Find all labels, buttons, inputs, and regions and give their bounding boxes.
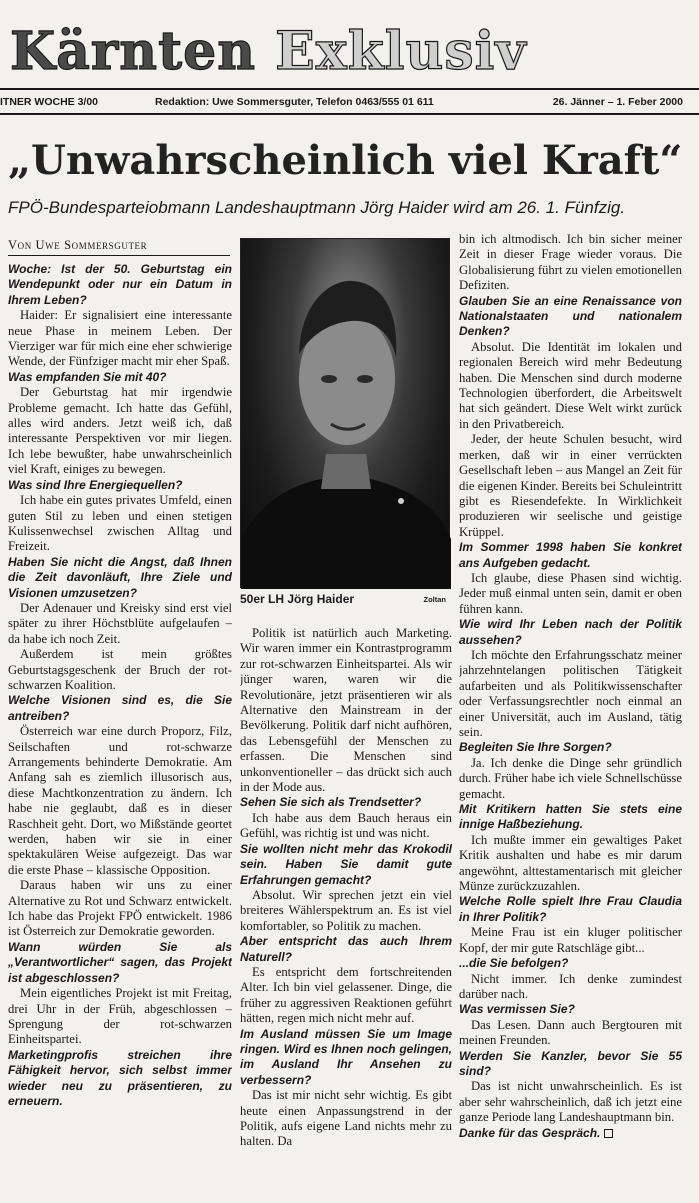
interview-answer: Absolut. Die Identität im lokalen und regionalen Bereich wird mehr Bedeutung haben. Die Menschen sind durch moderne Technologien überfordert, die Arbeitswelt hat sich geändert. Diese Welt wirkt zurück in den Privatbereich. [459,339,682,431]
interview-question: Wann würden Sie als „Verantwortlicher“ sagen, das Projekt ist abgeschlossen? [8,939,232,985]
article-column-2 [240,626,452,1198]
interview-answer: Meine Frau ist ein kluger politischer Kopf, der mir gute Ratschläge gibt... [459,925,682,955]
interview-question: Welche Rolle spielt Ihre Frau Claudia in Ihrer Politik? [459,894,682,924]
interview-question: Sie wollten nicht mehr das Krokodil sein. Haben Sie damit gute Erfahrungen gemacht? [240,841,452,887]
interview-question: Aber entspricht das auch Ihrem Naturell? [240,934,452,964]
interview-answer: Ich mußte immer ein gewaltiges Paket Kritik aushalten und habe es mir darum angewöhnt, alttestamentarisch mit gleicher Münze zurückzuzahlen. [459,832,682,894]
interview-question: Welche Visionen sind es, die Sie antreiben? [8,693,232,723]
headline: „Unwahrscheinlich viel Kraft“ [8,137,683,184]
masthead-rule [0,88,699,90]
editorial-contact: Redaktion: Uwe Sommersguter, Telefon 0463/555 01 611 [155,96,434,108]
masthead-word-2: Exklusiv [275,22,527,82]
interview-answer: Der Adenauer und Kreisky sind erst viel später zu ihrer Höchstblüte aufgelaufen – da habe ich noch Zeit. [8,600,232,646]
interview-question: Im Sommer 1998 haben Sie konkret ans Aufgeben gedacht. [459,540,682,570]
portrait-illustration [241,239,451,589]
photo-credit: Zoltan [423,595,446,604]
interview-answer: Ich glaube, diese Phasen sind wichtig. Jeder muß einmal unten sein, damit er oben führen kann. [459,570,682,616]
interview-answer: Es entspricht dem fortschreitenden Alter. Ich bin viel gelassener. Dinge, die früher zu aggressiven Reaktionen geführt hätten, regen mich nicht mehr auf. [240,964,452,1026]
interview-question: Was empfanden Sie mit 40? [8,369,167,384]
interview-question: Woche: Ist der 50. Geburtstag ein Wendepunkt oder nur ein Datum in Ihrem Leben? [8,262,232,307]
interview-answer: Nicht immer. Ich denke zumindest darüber nach. [459,971,682,1001]
interview-answer: Ich möchte den Erfahrungsschatz meiner jahrzehntelangen politischen Tätigkeit aufarbeiten und als Politikwissenschafter oder Verfassungsrechtler noch einmal an einer Universität, auch im Ausland, tätig sein. [459,647,682,739]
interview-answer: Jeder, der heute Schulen besucht, wird merken, daß wir in einer verrückten Gesellschaft leben – aus Mangel an Zeit für die eigenen Kinder. Bereits bei Schuleintritt gibt es Riesendefekte. In Wirklichkeit produzieren wir seelische und geistige Krüppel. [459,432,682,539]
info-bar-rule [0,113,699,115]
interview-answer: Das ist nicht unwahrscheinlich. Es ist aber sehr wahrscheinlich, daß ich jetzt eine ganze Periode lang Landeshauptmann bin. [459,1079,682,1125]
masthead-word-1: Kärnten [10,22,257,82]
issue-date: 26. Jänner – 1. Feber 2000 [552,96,683,108]
interview-answer: Ich habe aus dem Bauch heraus ein Gefühl, was richtig ist und was nicht. [240,810,452,841]
issue-label: ITNER WOCHE 3/00 [0,96,99,108]
article-column-1 [8,262,232,1198]
masthead [10,22,600,82]
interview-question: Sehen Sie sich als Trendsetter? [240,795,422,810]
interview-answer: Mein eigentliches Projekt ist mit Freitag, drei Uhr in der Früh, abgeschlossen – Sprengung der rot-schwarzen Einheitspartei. [8,986,232,1047]
interview-question: Mit Kritikern hatten Sie stets eine innige Haßbeziehung. [459,802,682,832]
info-bar [0,93,699,111]
interview-question: Was vermissen Sie? [459,1002,575,1017]
photo-caption [240,590,450,608]
subheadline: FPÖ-Bundesparteiobmann Landeshauptmann Jörg Haider wird am 26. 1. Fünfzig. [8,198,626,217]
interview-question: Wie wird Ihr Leben nach der Politik aussehen? [459,617,682,647]
interview-answer: Österreich war eine durch Proporz, Filz, Seilschaften und rot-schwarze Arrangements behinderte Demokratie. Am Anfang sah es ziemlich illusorisch aus, diese Machtkonzentration zu ändern. Ich habe nie geglaubt, daß es in dieser Raschheit geht. Dort, wo Mißstände geortet werden, haben wir sie in einer spektakulären Weise aufgezeigt. Das war die erste Phase – klassische Opposition. [8,724,232,877]
interview-answer: bin ich altmodisch. Ich bin sicher meiner Zeit in dieser Frage wieder voraus. Die Globalisierung führt zu vielen emotionellen Defiziten. [459,232,682,293]
interview-answer: Daraus haben wir uns zu einer Alternative zu Rot und Schwarz entwickelt. Ich habe das Projekt FPÖ entwickelt. 1986 ist Österreich zur Demokratie geworden. [8,878,232,939]
interview-question: Marketingprofis streichen ihre Fähigkeit hervor, sich selbst immer wieder neu zu präsentieren, zu erneuern. [8,1047,232,1108]
caption-text: 50er LH Jörg Haider [240,592,355,606]
interview-answer: Der Geburtstag hat mir irgendwie Probleme gemacht. Ich hatte das Gefühl, alles wird anders. Jetzt weiß ich, daß interessante Perspektiven vor mir liegen. Ich lebe bewußter, habe unwahrscheinlich viel Kraft, einiges zu bewegen. [8,385,232,477]
interview-answer: Das ist mir nicht sehr wichtig. Es gibt heute einen Anpassungstrend in der Politik, aufs eigene Land nichts mehr zu halten. Da [240,1088,452,1149]
interview-question: Begleiten Sie Ihre Sorgen? [459,740,612,755]
interview-answer: Haider: Er signalisiert eine interessante neue Phase in meinem Leben. Der Vierziger war für mich eine eher schwierige Wende, der Fünfziger macht mir eher Spaß. [8,308,232,369]
interview-question: Werden Sie Kanzler, bevor Sie 55 sind? [459,1048,682,1078]
interview-answer: Absolut. Wir sprechen jetzt ein viel breiteres Wählerspektrum an. Es ist viel komfortabler, so Politik zu machen. [240,887,452,933]
interview-question: Danke für das Gespräch. [459,1126,682,1141]
portrait-photo [240,238,450,588]
interview-answer: Ich habe ein gutes privates Umfeld, einen guten Stil zu leben und einen stetigen Kulissenwechsel zwischen Alltag und Freizeit. [8,493,232,554]
interview-answer: Politik ist natürlich auch Marketing. Wir waren immer ein Kontrastprogramm zur rot-schwarzen Einheitspartei. Als wir jünger waren, waren wir die Revolutionäre, jetzt präsentieren wir als Alternative den Mainstream in der Bevölkerung. Politik darf nicht aufhören, das Lebensgefühl der Menschen zu erfassen. Die Menschen sind unkonventioneller – das drückt sich auch in der Mode aus. [240,626,452,795]
interview-answer: Das Lesen. Dann auch Bergtouren mit meinen Freunden. [459,1017,682,1048]
article-column-3 [459,232,682,1198]
interview-question: ...die Sie befolgen? [459,956,569,971]
interview-question: Glauben Sie an eine Renaissance von Nationalstaaten und nationalem Denken? [459,293,682,339]
interview-question: Haben Sie nicht die Angst, daß Ihnen die Zeit davonläuft, Ihre Ziele und Visionen umzusetzen? [8,554,232,600]
interview-question: Was sind Ihre Energiequellen? [8,477,183,492]
interview-answer: Außerdem ist mein größtes Geburtstagsgeschenk der Bruch der rot-schwarzen Koalition. [8,647,232,692]
end-of-article-mark [604,1129,613,1138]
interview-answer: Ja. Ich denke die Dinge sehr gründlich durch. Früher habe ich viele Schnellschüsse gemacht. [459,755,682,801]
interview-question: Im Ausland müssen Sie um Image ringen. Wird es Ihnen noch gelingen, im Ausland Ihr Ansehen zu verbessern? [240,1026,452,1087]
byline: Von Uwe Sommersguter [8,238,230,256]
